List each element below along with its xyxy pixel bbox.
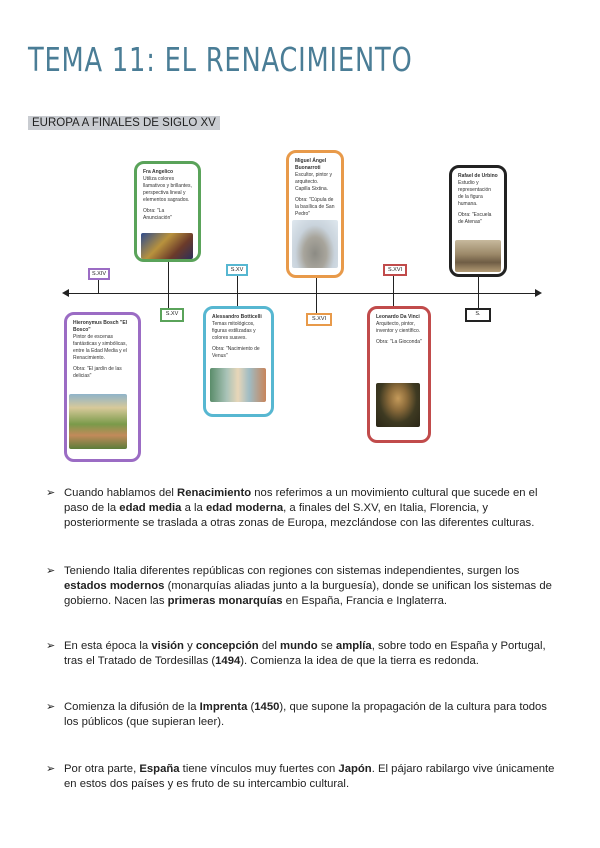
- timeline-tag: S.XV: [226, 264, 248, 276]
- text-run: nos referimos a un movimiento cultural que sucede en el paso de la: [64, 487, 538, 514]
- list-item: [46, 762, 556, 792]
- card-work: Obra: "La Anunciación": [143, 208, 173, 221]
- bold-text: Imprenta: [199, 701, 248, 713]
- card-work: Obra: "La Gioconda": [376, 339, 422, 345]
- connector-line: [478, 277, 479, 308]
- timeline-tag: S.XIV: [88, 268, 110, 280]
- painting-image: [210, 368, 266, 402]
- bold-text: concepción: [195, 640, 259, 652]
- painting-image: [376, 383, 420, 427]
- timeline-tag: S.XVI: [306, 313, 332, 326]
- card-description: Temas mitológicos, figuras estilizadas y colores suaves.: [212, 321, 256, 341]
- text-run: (monarquías aliadas junto a la burguesía), donde se unifican los sistemas de gobierno. Nacen las: [64, 580, 552, 607]
- text-run: Cuando hablamos del: [64, 487, 178, 499]
- painting-image: [69, 394, 127, 449]
- timeline-arrow-left-icon: [62, 289, 69, 297]
- card-artist: Fra Angelico: [143, 169, 174, 175]
- dome-image: [292, 220, 338, 268]
- bold-text: amplía: [335, 640, 372, 652]
- bold-text: mundo: [280, 640, 318, 652]
- connector-line: [168, 262, 169, 308]
- list-item: [46, 700, 556, 730]
- arrow-bullet-icon: ➢: [46, 640, 56, 652]
- arrow-bullet-icon: ➢: [46, 565, 56, 577]
- text-run: En esta época la: [64, 640, 152, 652]
- text-run: ). Comienza la idea de que la tierra es redonda.: [240, 655, 479, 667]
- section-heading: EUROPA A FINALES DE SIGLO XV: [28, 116, 220, 130]
- bold-text: primeras monarquías: [167, 595, 283, 607]
- painting-image: [141, 233, 193, 259]
- timeline-tag: S.XV: [160, 308, 184, 322]
- card-artist: Alessandro Botticelli: [212, 314, 262, 320]
- connector-line: [316, 278, 317, 313]
- bold-text: Japón: [338, 763, 372, 775]
- text-run: a la: [181, 502, 206, 514]
- bold-text: edad media: [119, 502, 182, 514]
- card-work: Obra: "Escuela de Atenas": [458, 212, 492, 225]
- card-artist: Leonardo Da Vinci: [376, 314, 420, 320]
- text-run: Comienza la difusión de la: [64, 701, 200, 713]
- painting-image: [455, 240, 501, 272]
- connector-line: [237, 276, 238, 306]
- arrow-bullet-icon: ➢: [46, 487, 56, 499]
- card-work: Obra: "Cúpula de la basílica de San Pedro": [295, 197, 335, 217]
- card-description: Pintor de escenas fantásticas y simbólicas, entre la Edad Media y el Renacimiento.: [73, 334, 127, 361]
- bold-text: visión: [151, 640, 184, 652]
- bullet-text: [64, 487, 537, 529]
- connector-line: [98, 278, 99, 293]
- bold-text: Renacimiento: [177, 487, 252, 499]
- list-item: [46, 564, 556, 609]
- bullet-text: [64, 701, 547, 728]
- timeline-tag: S.: [465, 308, 491, 322]
- text-run: , sobre todo en España y Portugal, tras el Tratado de Tordesillas (: [64, 640, 546, 667]
- arrow-bullet-icon: ➢: [46, 763, 56, 775]
- text-run: en España, Francia e Inglaterra.: [282, 595, 448, 607]
- text-run: Teniendo Italia diferentes repúblicas con regiones con sistemas independientes, surgen los: [64, 565, 520, 577]
- bold-text: 1450: [254, 701, 280, 713]
- page-title: TEMA 11: EL RENACIMIENTO: [28, 40, 413, 79]
- text-run: ), que supone la propagación de la cultura para todos los públicos (que supieran leer).: [64, 701, 547, 728]
- card-artist: Rafael de Urbino: [458, 173, 498, 179]
- list-item: [46, 486, 556, 531]
- bold-text: 1494: [215, 655, 241, 667]
- arrow-bullet-icon: ➢: [46, 701, 56, 713]
- connector-line: [393, 276, 394, 306]
- text-run: del: [258, 640, 281, 652]
- card-description: Utiliza colores llamativos y brillantes, perspectiva lineal y elementos sagrados.: [143, 176, 192, 203]
- bold-text: España: [139, 763, 180, 775]
- card-description: Escultor, pintor y arquitecto. Capilla Sixtina.: [295, 172, 332, 192]
- bullet-text: [64, 565, 552, 607]
- text-run: (: [247, 701, 255, 713]
- bullet-text: [64, 640, 546, 667]
- bold-text: edad moderna: [205, 502, 284, 514]
- card-work: Obra: "Nacimiento de Venus": [212, 346, 260, 359]
- card-artist: Miguel Ángel Buonarroti: [295, 158, 327, 171]
- card-description: Arquitecto, pintor, inventor y científico.: [376, 321, 421, 334]
- bullet-text: [64, 763, 554, 790]
- text-run: , a finales del S.XV, en Italia, Florencia, y posteriormente se traslada a otras zonas de Europa, mezclándose con las diferentes culturas.: [64, 502, 535, 529]
- bold-text: estados modernos: [64, 580, 165, 592]
- card-description: Estudio y representación de la figura humana.: [458, 180, 492, 207]
- timeline-axis: [64, 293, 540, 294]
- text-run: . El pájaro rabilargo vive únicamente en estos dos países y es fruto de su intercambio cultural.: [64, 763, 555, 790]
- text-run: tiene vínculos muy fuertes con: [179, 763, 339, 775]
- text-run: Por otra parte,: [64, 763, 140, 775]
- card-artist: Hieronymus Bosch "El Bosco": [73, 320, 128, 333]
- timeline-arrow-right-icon: [535, 289, 542, 297]
- list-item: [46, 639, 556, 669]
- text-run: y: [183, 640, 196, 652]
- card-work: Obra: "El jardín de las delicias": [73, 366, 122, 379]
- text-run: se: [317, 640, 336, 652]
- timeline-tag: S.XVI: [383, 264, 407, 276]
